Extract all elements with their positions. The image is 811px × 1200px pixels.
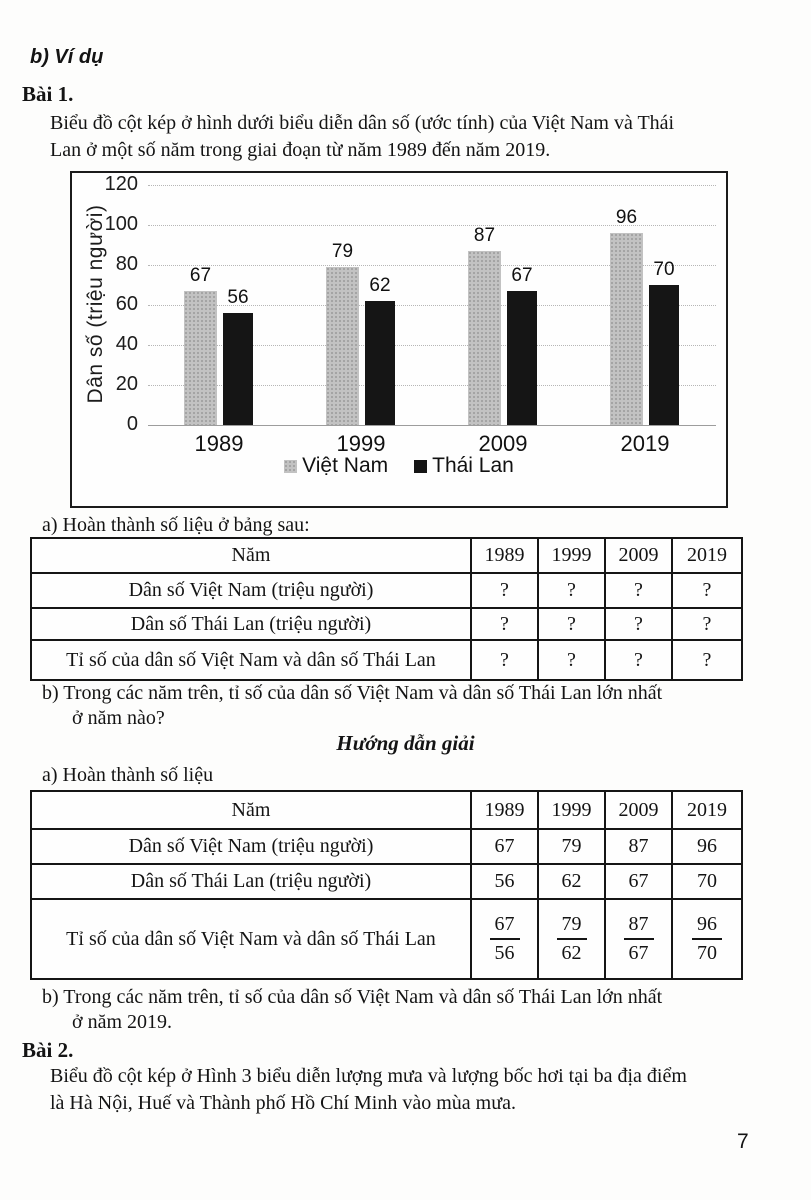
gridline-120 <box>148 185 716 186</box>
y-axis-tick-0: 0 <box>126 413 138 435</box>
question-data-row <box>31 573 742 608</box>
question-cell: ? <box>605 608 672 640</box>
y-axis-tick-40: 40 <box>115 333 138 355</box>
question-table <box>30 537 743 681</box>
y-axis-tick-120: 120 <box>104 173 138 195</box>
solution-header-row <box>31 791 742 829</box>
fraction <box>692 913 722 965</box>
bar-value-Việt Nam-1989: 67 <box>189 265 212 286</box>
question-cell: ? <box>605 640 672 680</box>
fraction-numerator: 96 <box>692 913 722 940</box>
solution-data-row <box>31 864 742 899</box>
bar-value-Thái Lan-2009: 67 <box>511 265 533 286</box>
question-cell: ? <box>471 640 538 680</box>
bar-Việt Nam-2019 <box>610 233 643 425</box>
intro-line-1: Biểu đồ cột kép ở hình dưới biểu diễn dân số (ước tính) của Việt Nam và Thái <box>50 112 675 134</box>
question-row-label: Năm <box>31 538 471 573</box>
bar-value-Việt Nam-1999: 79 <box>331 241 354 262</box>
exercise-1-intro <box>50 110 790 164</box>
fraction-denominator: 56 <box>494 942 515 964</box>
question-cell: 2019 <box>672 538 742 573</box>
y-axis-label: Dân số (triệu người) <box>84 204 107 404</box>
question-cell: ? <box>605 573 672 608</box>
exercise-2-label: Bài 2. <box>22 1038 74 1062</box>
question-data-row <box>31 608 742 640</box>
solution-cell <box>672 899 742 979</box>
fraction-numerator: 79 <box>557 913 587 940</box>
question-cell: 2009 <box>605 538 672 573</box>
question-cell: 1999 <box>538 538 605 573</box>
bar-Việt Nam-1999 <box>326 267 359 425</box>
solution-row-label: Dân số Việt Nam (triệu người) <box>31 829 471 864</box>
legend-item-Việt Nam <box>284 454 388 478</box>
solution-part-b-line1: b) Trong các năm trên, tỉ số của dân số Việt Nam và dân số Thái Lan lớn nhất <box>42 986 663 1008</box>
section-heading: b) Ví dụ <box>30 46 104 68</box>
fraction-denominator: 62 <box>561 942 582 964</box>
solution-cell: 70 <box>672 864 742 899</box>
legend-swatch-Thái Lan <box>414 460 427 473</box>
question-cell: ? <box>672 640 742 680</box>
y-axis-tick-60: 60 <box>115 293 138 315</box>
question-row-label: Tỉ số của dân số Việt Nam và dân số Thái Lan <box>31 640 471 680</box>
intro2-line-2: là Hà Nội, Huế và Thành phố Hồ Chí Minh vào mùa mưa. <box>50 1092 516 1114</box>
x-axis-label-2019: 2019 <box>620 431 670 456</box>
solution-row-label: Năm <box>31 791 471 829</box>
solution-cell: 1989 <box>471 791 538 829</box>
solution-cell: 79 <box>538 829 605 864</box>
solution-row-label: Dân số Thái Lan (triệu người) <box>31 864 471 899</box>
page-number: 7 <box>737 1130 749 1153</box>
solution-cell: 96 <box>672 829 742 864</box>
exercise-1-label: Bài 1. <box>22 82 74 106</box>
part-a-question: a) Hoàn thành số liệu ở bảng sau: <box>42 514 310 536</box>
solution-part-b-line2: ở năm 2019. <box>72 1011 173 1033</box>
question-cell: ? <box>471 608 538 640</box>
solution-cell <box>471 899 538 979</box>
question-row-label: Dân số Thái Lan (triệu người) <box>31 608 471 640</box>
gridline-0 <box>148 425 716 426</box>
chart-legend <box>72 454 726 478</box>
x-axis-label-1999: 1999 <box>336 431 386 456</box>
solution-table <box>30 790 743 980</box>
question-cell: ? <box>672 608 742 640</box>
bar-Việt Nam-1989 <box>184 291 217 425</box>
question-data-row <box>31 640 742 680</box>
bar-value-Việt Nam-2009: 87 <box>473 225 496 246</box>
part-b-question-line1: b) Trong các năm trên, tỉ số của dân số Việt Nam và dân số Thái Lan lớn nhất <box>42 682 663 704</box>
solution-cell: 67 <box>471 829 538 864</box>
question-cell: ? <box>538 608 605 640</box>
fraction-denominator: 67 <box>628 942 649 964</box>
fraction-numerator: 87 <box>624 913 654 940</box>
bar-value-Thái Lan-2019: 70 <box>653 259 675 280</box>
question-cell: ? <box>471 573 538 608</box>
legend-label-Thái Lan: Thái Lan <box>432 454 514 477</box>
solution-cell <box>538 899 605 979</box>
solution-cell: 87 <box>605 829 672 864</box>
bar-Thái Lan-2019 <box>649 285 679 425</box>
bar-value-Thái Lan-1989: 56 <box>227 287 249 308</box>
solution-cell: 67 <box>605 864 672 899</box>
bar-Thái Lan-2009 <box>507 291 537 425</box>
fraction <box>557 913 587 965</box>
exercise-2-intro <box>50 1063 790 1117</box>
legend-swatch-Việt Nam <box>284 460 297 473</box>
y-axis-tick-80: 80 <box>115 253 138 275</box>
part-b-question-line2: ở năm nào? <box>72 707 165 729</box>
solution-cell: 2019 <box>672 791 742 829</box>
solution-cell: 2009 <box>605 791 672 829</box>
question-cell: 1989 <box>471 538 538 573</box>
bar-Việt Nam-2009 <box>468 251 501 425</box>
question-row-label: Dân số Việt Nam (triệu người) <box>31 573 471 608</box>
bar-Thái Lan-1989 <box>223 313 253 425</box>
question-header-row <box>31 538 742 573</box>
fraction-denominator: 70 <box>697 942 717 964</box>
solution-table <box>30 790 743 980</box>
fraction-numerator: 67 <box>490 913 520 940</box>
solution-data-row <box>31 899 742 979</box>
solution-cell: 62 <box>538 864 605 899</box>
bar-value-Thái Lan-1999: 62 <box>369 275 391 296</box>
x-axis-label-1989: 1989 <box>194 431 244 456</box>
solution-cell: 1999 <box>538 791 605 829</box>
solution-cell <box>605 899 672 979</box>
intro2-line-1: Biểu đồ cột kép ở Hình 3 biểu diễn lượng mưa và lượng bốc hơi tại ba địa điểm <box>50 1065 687 1087</box>
population-bar-chart <box>70 171 728 508</box>
question-cell: ? <box>672 573 742 608</box>
y-axis-tick-20: 20 <box>115 373 138 395</box>
bar-value-Việt Nam-2019: 96 <box>615 207 638 228</box>
question-cell: ? <box>538 640 605 680</box>
legend-label-Việt Nam: Việt Nam <box>302 454 389 477</box>
question-cell: ? <box>538 573 605 608</box>
x-axis-label-2009: 2009 <box>478 431 528 456</box>
solution-heading: Hướng dẫn giải <box>336 731 475 755</box>
legend-item-Thái Lan <box>414 454 514 478</box>
fraction <box>624 913 654 965</box>
solution-cell: 56 <box>471 864 538 899</box>
question-table <box>30 537 743 681</box>
fraction <box>490 913 520 965</box>
solution-data-row <box>31 829 742 864</box>
bar-Thái Lan-1999 <box>365 301 395 425</box>
solution-row-label: Tỉ số của dân số Việt Nam và dân số Thái Lan <box>31 899 471 979</box>
y-axis-tick-100: 100 <box>104 213 138 235</box>
intro-line-2: Lan ở một số năm trong giai đoạn từ năm 1989 đến năm 2019. <box>50 139 551 161</box>
solution-part-a: a) Hoàn thành số liệu <box>42 764 214 786</box>
